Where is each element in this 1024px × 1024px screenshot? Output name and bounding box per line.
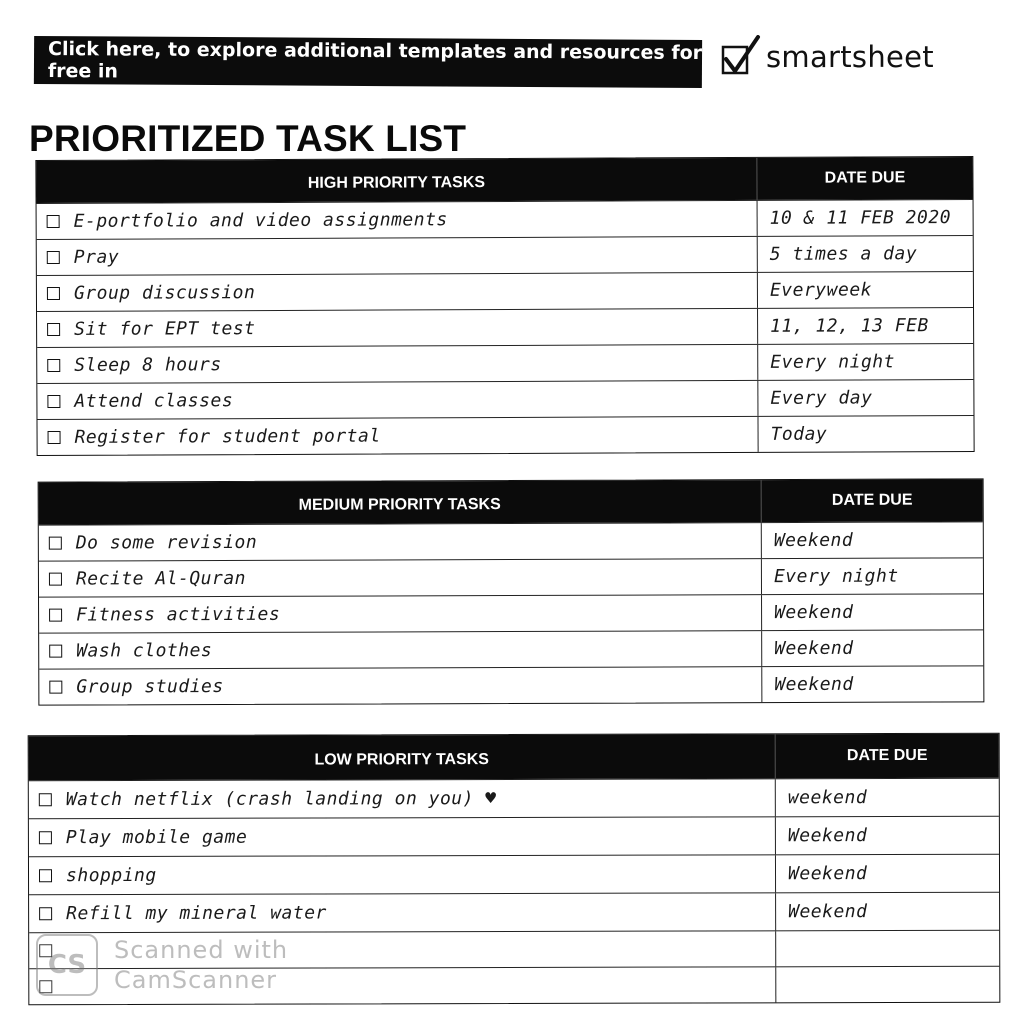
due-text: Today bbox=[770, 423, 828, 445]
task-text: Group discussion bbox=[73, 282, 256, 304]
task-text: Do some revision bbox=[75, 531, 258, 554]
due-text: Weekend bbox=[788, 901, 868, 923]
table-row bbox=[37, 235, 973, 275]
task-text: Sleep 8 hours bbox=[74, 354, 222, 376]
table-header bbox=[39, 479, 983, 524]
task-checkbox[interactable] bbox=[39, 869, 52, 882]
watermark-line-1: Scanned with bbox=[114, 936, 289, 964]
task-checkbox[interactable] bbox=[47, 287, 60, 300]
task-text: Attend classes bbox=[74, 390, 234, 412]
table-row bbox=[39, 629, 983, 668]
task-text: Recite Al-Quran bbox=[75, 567, 247, 590]
table-row bbox=[37, 199, 973, 239]
logo-wordmark: smartsheet bbox=[766, 40, 934, 74]
camscanner-logo-icon: CS bbox=[36, 934, 98, 996]
page-title: PRIORITIZED TASK LIST bbox=[29, 118, 467, 159]
due-text: 5 times a day bbox=[769, 243, 918, 265]
task-checkbox[interactable] bbox=[48, 431, 61, 444]
due-text: Every night bbox=[770, 351, 896, 373]
task-text: Sit for EPT test bbox=[74, 318, 256, 340]
table-row bbox=[37, 307, 973, 347]
due-text: Weekend bbox=[787, 825, 868, 847]
section-heading: MEDIUM PRIORITY TASKS bbox=[298, 496, 501, 514]
due-text: 10 & 11 FEB 2020 bbox=[769, 207, 952, 229]
date-due-heading: DATE DUE bbox=[756, 157, 972, 200]
due-text: Weekend bbox=[774, 601, 854, 624]
table-row bbox=[39, 521, 983, 560]
task-text: E-portfolio and video assignments bbox=[73, 209, 448, 232]
date-due-heading: DATE DUE bbox=[775, 734, 999, 779]
due-text: Weekend bbox=[773, 529, 854, 552]
medium-priority-table bbox=[38, 478, 985, 705]
task-text: Play mobile game bbox=[65, 826, 248, 849]
watermark-line-2: CamScanner bbox=[114, 966, 278, 994]
table-row bbox=[37, 271, 973, 311]
table-header bbox=[36, 157, 972, 203]
task-text: Watch netflix (crash landing on you) ♥ bbox=[65, 788, 497, 811]
due-text: Weekend bbox=[774, 637, 854, 660]
task-checkbox[interactable] bbox=[49, 537, 62, 550]
task-checkbox[interactable] bbox=[47, 323, 60, 336]
table-body bbox=[39, 521, 984, 704]
table-row bbox=[37, 343, 973, 383]
table-header bbox=[29, 734, 999, 781]
task-text: Group studies bbox=[76, 676, 224, 698]
due-text: Every night bbox=[773, 565, 899, 588]
task-checkbox[interactable] bbox=[47, 251, 60, 264]
banner-text: Click here, to explore additional templates and resources for free in bbox=[47, 38, 703, 83]
table-row bbox=[39, 665, 983, 704]
table-row bbox=[29, 854, 999, 895]
checkmark-logo-icon bbox=[720, 35, 762, 79]
task-checkbox[interactable] bbox=[49, 645, 62, 658]
task-checkbox[interactable] bbox=[49, 573, 62, 586]
task-checkbox[interactable] bbox=[49, 681, 62, 694]
table-row bbox=[29, 892, 999, 933]
task-checkbox[interactable] bbox=[39, 831, 52, 844]
due-text: Weekend bbox=[787, 863, 868, 885]
date-due-heading: DATE DUE bbox=[761, 479, 983, 522]
task-checkbox[interactable] bbox=[47, 395, 60, 408]
due-text: 11, 12, 13 FEB bbox=[770, 315, 929, 337]
task-text: Pray bbox=[73, 246, 120, 268]
section-heading: HIGH PRIORITY TASKS bbox=[307, 174, 486, 192]
camscanner-watermark bbox=[36, 934, 288, 996]
table-row bbox=[29, 778, 999, 819]
task-checkbox[interactable] bbox=[39, 907, 52, 920]
task-text: shopping bbox=[65, 864, 157, 887]
high-priority-table bbox=[35, 156, 974, 456]
task-checkbox[interactable] bbox=[47, 215, 60, 228]
task-checkbox[interactable] bbox=[47, 359, 60, 372]
table-row bbox=[37, 379, 973, 419]
due-text: Every day bbox=[770, 387, 873, 409]
task-text: Fitness activities bbox=[76, 603, 281, 626]
table-row bbox=[39, 557, 983, 596]
task-text: Wash clothes bbox=[76, 640, 213, 662]
task-text: Refill my mineral water bbox=[66, 902, 327, 925]
task-checkbox[interactable] bbox=[39, 793, 52, 806]
due-text: Everyweek bbox=[769, 279, 873, 301]
table-body bbox=[37, 199, 974, 455]
due-text: weekend bbox=[787, 787, 868, 809]
templates-banner-link[interactable] bbox=[34, 36, 702, 88]
table-row bbox=[39, 593, 983, 632]
section-heading: LOW PRIORITY TASKS bbox=[314, 751, 490, 769]
task-checkbox[interactable] bbox=[49, 609, 62, 622]
table-row bbox=[29, 816, 999, 857]
table-row bbox=[37, 415, 973, 455]
due-text: Weekend bbox=[774, 673, 854, 696]
smartsheet-logo[interactable] bbox=[720, 32, 934, 82]
task-text: Register for student portal bbox=[74, 425, 381, 448]
